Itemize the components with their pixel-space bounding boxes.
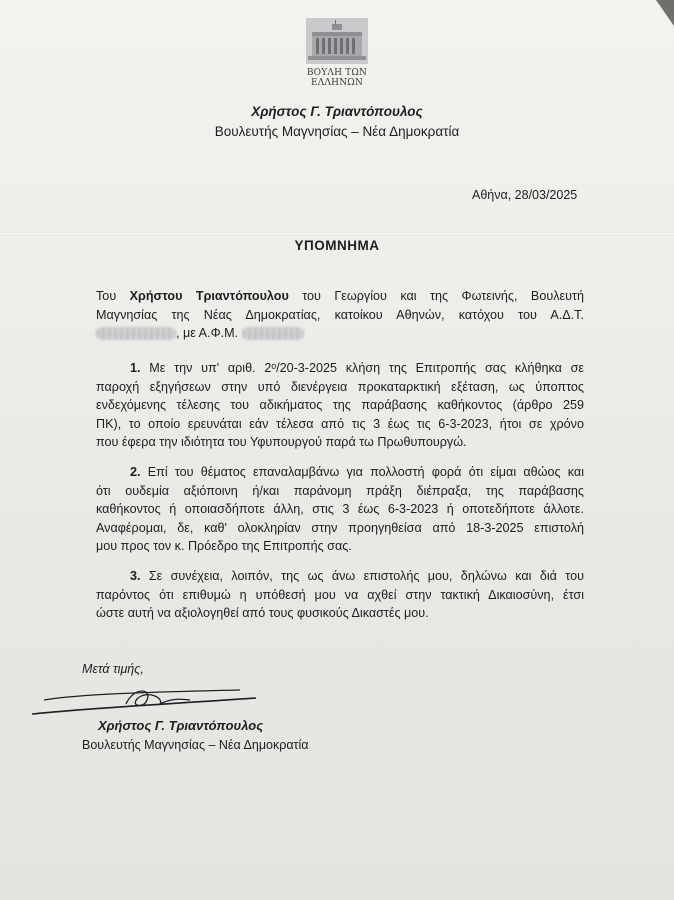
closing-signatory-role: Βουλευτής Μαγνησίας – Νέα Δημοκρατία — [82, 738, 309, 752]
intro-paragraph — [96, 287, 584, 343]
intro-line-1: Του Χρήστου Τριαντόπουλου του Γεωργίου και της Φωτεινής, Βουλευτή — [96, 289, 584, 303]
parliament-building-icon — [306, 18, 368, 64]
paragraph-1-line-4: ΠΚ), το οποίο ερευνάται εάν τέλεσα από τις 3 έως τις 6-3-2023, ήτοι σε χρόνο — [96, 416, 584, 431]
paragraph-1-line-5: που έφερα την ιδιότητα του Υφυπουργού παρά τω Πρωθυπουργώ. — [96, 435, 467, 450]
redacted-tax-number — [242, 327, 304, 340]
torn-corner — [656, 0, 674, 26]
paragraph-1-line-1: 1. Με την υπ' αριθ. 2ᵒ/20-3-2025 κλήση της Επιτροπής σας κλήθηκα σε — [130, 361, 584, 375]
paragraph-2-line-2: ότι ουδεμία αξιόποινη ή/και παράνομη πράξη διέπραξα, της παράβασης — [96, 483, 584, 498]
paragraph-2 — [96, 463, 584, 556]
intro-line-2: Μαγνησίας της Νέας Δημοκρατίας, κατοίκου Αθηνών, κατόχου του Α.Δ.Τ. — [96, 307, 584, 322]
redacted-id-number — [96, 327, 176, 340]
institution-name: ΒΟΥΛΗ ΤΩΝ ΕΛΛΗΝΩΝ — [306, 68, 368, 88]
paragraph-1-line-3: ενδεχόμενης τέλεσης του αδικήματος της παράβασης καθήκοντος (άρθρο 259 — [96, 398, 584, 413]
intro-line-3: , με Α.Φ.Μ. — [96, 324, 584, 343]
paragraph-2-line-1: 2. Επί του θέματος επαναλαμβάνω για πολλοστή φορά ότι είμαι αθώος και — [130, 465, 584, 479]
paragraph-2-line-3: καθήκοντος ή οποιασδήποτε άλλη, στις 3 έως 6-3-2023 ή οποτεδήποτε άλλοτε. — [96, 502, 584, 517]
document-title: ΥΠΟΜΝΗΜΑ — [294, 238, 380, 253]
handwritten-signature — [30, 678, 260, 720]
paragraph-2-line-5: μου προς τον κ. Πρόεδρο της Επιτροπής σας. — [96, 539, 352, 554]
paragraph-3-line-1: 3. Σε συνέχεια, λοιπόν, της ως άνω επιστολής μου, δηλώνω και διά του — [130, 569, 584, 583]
paragraph-2-line-4: Αναφέρομαι, δε, καθ' ολοκληρίαν στην προηγηθείσα από 18-3-2025 επιστολή — [96, 520, 584, 535]
intro-name: Χρήστου Τριαντόπουλου — [129, 289, 289, 303]
paragraph-1 — [96, 359, 584, 452]
paragraph-3-line-3: ώστε αυτή να αξιολογηθεί από τους φυσικούς Δικαστές μου. — [96, 606, 429, 621]
paragraph-1-line-2: παροχή εξηγήσεων στην υπό διενέργεια προκαταρκτική εξέταση, ως ύποπτος — [96, 379, 584, 394]
closing-signatory-name: Χρήστος Γ. Τριαντόπουλος — [98, 718, 264, 733]
paper-fold-crease — [0, 232, 674, 235]
paragraph-3-line-2: παρόντος ότι επιθυμώ η υπόθεσή μου να αχθεί στην τακτική Δικαιοσύνη, έτσι — [96, 587, 584, 602]
letter-date: Αθήνα, 28/03/2025 — [472, 188, 578, 202]
header-sender-name: Χρήστος Γ. Τριαντόπουλος — [251, 104, 423, 119]
header-sender-role: Βουλευτής Μαγνησίας – Νέα Δημοκρατία — [214, 124, 460, 139]
paragraph-3 — [96, 567, 584, 623]
closing-salutation: Μετά τιμής, — [82, 662, 144, 676]
